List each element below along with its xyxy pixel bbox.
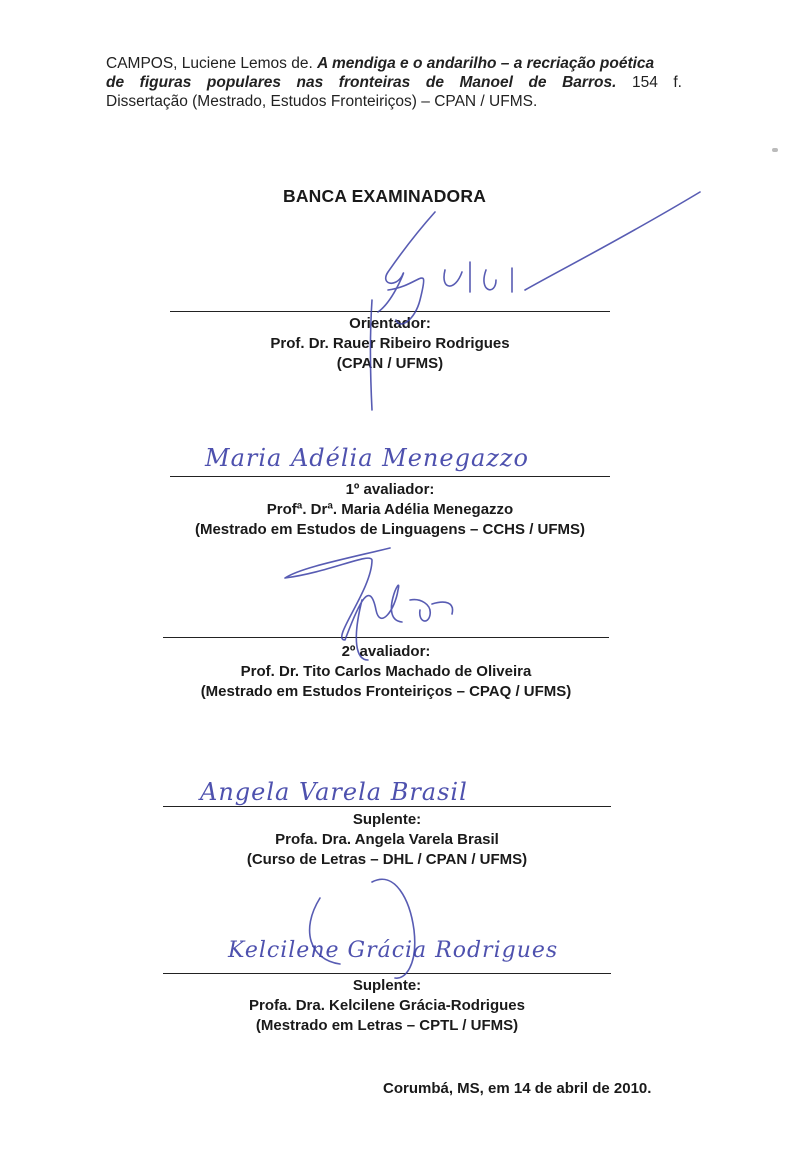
signature-line-5	[163, 973, 611, 974]
place-date: Corumbá, MS, em 14 de abril de 2010.	[383, 1080, 652, 1097]
member-name: Prof. Dr. Rauer Ribeiro Rodrigues	[270, 335, 510, 352]
signature-loop	[310, 879, 415, 978]
member-name: Prof. Dr. Tito Carlos Machado de Oliveira	[240, 663, 532, 680]
citation-line-3: Dissertação (Mestrado, Estudos Fronteiriços) – CPAN / UFMS.	[106, 93, 538, 110]
scan-speck	[772, 148, 778, 152]
signature-line-4	[163, 806, 611, 807]
member-role: Suplente:	[352, 977, 422, 994]
citation-line-2	[106, 73, 682, 92]
signature-line-1	[170, 311, 610, 312]
citation-author: CAMPOS, Luciene Lemos de.	[106, 55, 318, 72]
member-suplente-2	[163, 976, 611, 1036]
member-avaliador-1	[170, 480, 610, 540]
signature-line-2	[170, 476, 610, 477]
member-affiliation: (CPAN / UFMS)	[336, 355, 444, 372]
member-role: Orientador:	[349, 315, 431, 332]
signature-maria-adelia: Maria Adélia Menegazzo	[205, 444, 530, 472]
member-name: Profa. Dra. Kelcilene Grácia-Rodrigues	[249, 997, 525, 1014]
member-avaliador-2	[163, 642, 609, 702]
member-role: 1º avaliador:	[345, 481, 435, 498]
signature-line-3	[163, 637, 609, 638]
member-orientador	[170, 314, 610, 374]
signature-angela-varela: Angela Varela Brasil	[200, 778, 468, 806]
page-title: BANCA EXAMINADORA	[283, 186, 487, 206]
citation-line-1	[106, 54, 682, 73]
member-affiliation: (Mestrado em Estudos Fronteiriços – CPAQ / UFMS)	[200, 683, 572, 700]
member-role: Suplente:	[352, 811, 422, 828]
member-affiliation: (Mestrado em Estudos de Linguagens – CCHS / UFMS)	[194, 521, 586, 538]
member-role: 2º avaliador:	[341, 643, 431, 660]
citation	[106, 54, 682, 111]
citation-title-part-2: de figuras populares nas fronteiras de Manoel de Barros.	[106, 74, 617, 91]
signature-kelcilene: Kelcilene Grácia Rodrigues	[228, 938, 559, 963]
member-affiliation: (Curso de Letras – DHL / CPAN / UFMS)	[246, 851, 528, 868]
member-name: Profª. Drª. Maria Adélia Menegazzo	[266, 501, 514, 518]
signature-rauer	[371, 192, 701, 410]
member-affiliation: (Mestrado em Letras – CPTL / UFMS)	[255, 1017, 519, 1034]
member-name: Profa. Dra. Angela Varela Brasil	[275, 831, 499, 848]
citation-pages: 154 f.	[616, 74, 682, 91]
member-suplente-1	[163, 810, 611, 870]
citation-title-part-1: A mendiga e o andarilho – a recriação poética	[317, 55, 655, 72]
